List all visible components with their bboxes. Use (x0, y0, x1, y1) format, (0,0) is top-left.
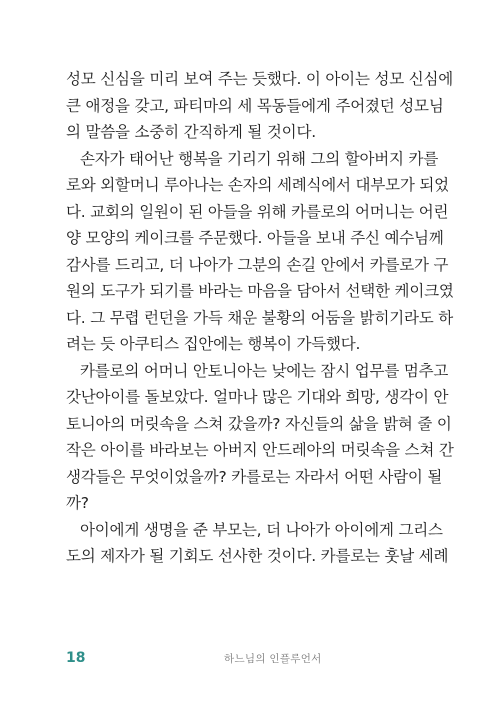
text-line: 려는 듯 아쿠티스 집안에는 행복이 가득했다. (66, 335, 361, 353)
text-line: 손자가 태어난 행복을 기리기 위해 그의 할아버지 카를 (80, 149, 439, 168)
body-text (66, 66, 454, 570)
text-line: 카를로의 어머니 안토니아는 낮에는 잠시 업무를 멈추고 (80, 361, 449, 380)
text-line: 도의 제자가 될 기회도 선사한 것이다. 카를로는 훗날 세례 (66, 547, 449, 565)
page-footer (66, 648, 438, 668)
text-line: 토니아의 머릿속을 스쳐 갔을까? 자신들의 삶을 밝혀 줄 이 (66, 414, 452, 433)
text-line: 양 모양의 케이크를 주문했다. 아들을 보내 주신 예수님께 (66, 229, 444, 247)
page-number: 18 (66, 650, 86, 666)
text-line: 성모 신심을 미리 보여 주는 듯했다. 이 아이는 성모 신심에 (66, 70, 454, 88)
text-line: 다. 그 무렵 런던을 가득 채운 불황의 어둠을 밝히기라도 하 (66, 308, 454, 327)
text-line: 생각들은 무엇이었을까? 카를로는 자라서 어떤 사람이 될 (66, 467, 443, 486)
text-line: 까? (66, 494, 89, 512)
text-line: 의 말씀을 소중히 간직하게 될 것이다. (66, 123, 316, 141)
text-line: 큰 애정을 갖고, 파티마의 세 목동들에게 주어졌던 성모님 (66, 96, 444, 115)
text-line: 로와 외할머니 루아나는 손자의 세례식에서 대부모가 되었 (66, 176, 449, 194)
text-line: 작은 아이를 바라보는 아버지 안드레아의 머릿속을 스쳐 간 (66, 441, 454, 459)
text-line: 감사를 드리고, 더 나아가 그분의 손길 안에서 카를로가 구 (66, 255, 449, 274)
running-title: 하느님의 인플루언서 (224, 653, 322, 665)
text-line: 갓난아이를 돌보았다. 얼마나 많은 기대와 희망, 생각이 안 (66, 388, 449, 406)
text-line: 원의 도구가 되기를 바라는 마음을 담아서 선택한 케이크였 (66, 282, 454, 300)
text-line: 다. 교회의 일원이 된 아들을 위해 카를로의 어머니는 어린 (66, 202, 449, 221)
text-line: 아이에게 생명을 준 부모는, 더 나아가 아이에게 그리스 (80, 520, 443, 539)
